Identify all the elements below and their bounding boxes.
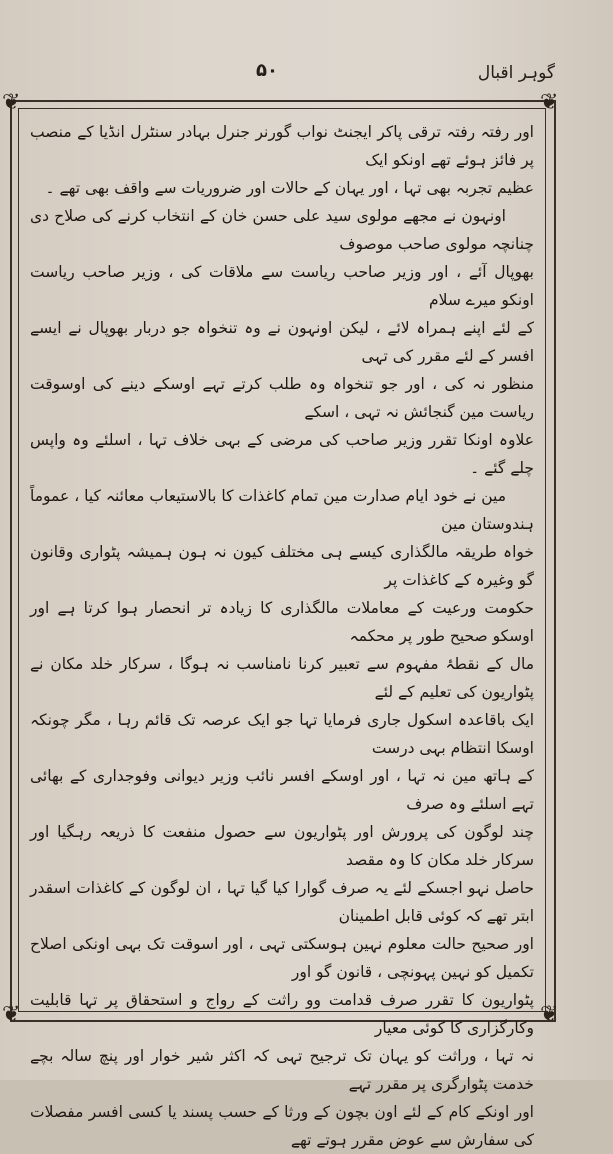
text-line: نہ تہا ، وراثت کو یہان تک ترجیح تہی کہ اکثر شیر خوار اور پنچ سالہ بچے خدمت پٹوارگری پر مقرر تہے xyxy=(30,1047,534,1093)
corner-ornament-icon: ❦ xyxy=(2,1002,21,1027)
body-text xyxy=(30,118,534,1154)
text-line: پٹواریون کا تقرر صرف قدامت وو راثت کے رواج و استحقاق پر تہا قابلیت وکارگزاری کا کوئی معیار xyxy=(30,991,534,1037)
corner-ornament-icon: ❦ xyxy=(540,90,559,115)
text-line: اور رفتہ رفتہ ترقی پاکر ایجنٹ نواب گورنر جنرل بہادر سنٹرل انڈیا کے منصب پر فائز ہوئے تھے اونکو ایک xyxy=(30,123,534,169)
text-line: علاوہ اونکا تقرر وزیر صاحب کی مرضی کے بہی خلاف تہا ، اسلئے وہ واپس چلے گئے ۔ xyxy=(30,431,534,477)
text-line: بھوپال آئے ، اور وزیر صاحب ریاست سے ملاقات کی ، وزیر صاحب ریاست اونکو میرے سلام xyxy=(30,263,534,309)
text-line: کے لئے اپنے ہمراہ لائے ، لیکن اونہون نے وہ تنخواہ جو دربار بھوپال نے ایسے افسر کے لئے مقرر کی تہی xyxy=(30,319,534,365)
corner-ornament-icon: ❦ xyxy=(2,90,21,115)
text-line: کے ہاتھ مین نہ تہا ، اور اوسکے افسر نائب وزیر دیوانی وفوجداری کے بھائی تہے اسلئے وہ صرف xyxy=(30,767,534,813)
text-line: مال کے نقطۂ مفہوم سے تعبیر کرنا نامناسب نہ ہوگا ، سرکار خلد مکان نے پٹواریون کی تعلیم کے لئے xyxy=(30,655,534,701)
text-line: اور اونکے کام کے لئے اون بچون کے ورثا کے حسب پسند یا کسی افسر مفصلات کی سفارش سے عوض مقرر ہوتے تھے xyxy=(30,1103,534,1149)
text-line: حکومت ورعیت کے معاملات مالگذاری کا زیادہ تر انحصار ہوا کرتا ہے اور اوسکو صحیح طور پر محکمہ xyxy=(30,599,534,645)
text-line: خواہ طریقہ مالگذاری کیسے ہی مختلف کیون نہ ہون ہمیشہ پٹواری وقانون گو وغیرہ کے کاغذات پر xyxy=(30,543,534,589)
text-line: عظیم تجربہ بھی تہا ، اور یہان کے حالات اور ضروریات سے واقف بھی تھے ۔ xyxy=(45,179,534,197)
text-line: اور صحیح حالت معلوم نہین ہوسکتی تہی ، اور اسوقت تک بہی اونکی اصلاح تکمیل کو نہین پہونچی ، قانون گو اور xyxy=(30,935,534,981)
text-line: مین نے خود ایام صدارت مین تمام کاغذات کا بالاستیعاب معائنہ کیا ، عموماً ہندوستان مین xyxy=(30,487,534,533)
text-line: چند لوگون کی پرورش اور پٹواریون سے حصول منفعت کا ذریعہ رہگیا اور سرکار خلد مکان کا وہ مقصد xyxy=(30,823,534,869)
running-title: گوہر اقبال xyxy=(477,63,555,83)
text-line: اونہون نے مجھے مولوی سید علی حسن خان کے انتخاب کرنے کی صلاح دی چنانچہ مولوی صاحب موصوف xyxy=(30,207,534,253)
page-number: ۵۰ xyxy=(256,60,278,81)
text-line: ایک باقاعدہ اسکول جاری فرمایا تہا جو ایک عرصہ تک قائم رہا ، مگر چونکہ اوسکا انتظام بہی درست xyxy=(30,711,534,757)
corner-ornament-icon: ❦ xyxy=(540,1002,559,1027)
text-line: منظور نہ کی ، اور جو تنخواہ وہ طلب کرتے تہے اوسکے دینے کی اوسوقت ریاست مین گنجائش نہ تہی ، اسکے xyxy=(30,375,534,421)
text-line: حاصل نہو اجسکے لئے یہ صرف گوارا کیا گیا تہا ، ان لوگون کے کاغذات اسقدر ابتر تھے کہ کوئی قابل اطمینان xyxy=(30,879,534,925)
